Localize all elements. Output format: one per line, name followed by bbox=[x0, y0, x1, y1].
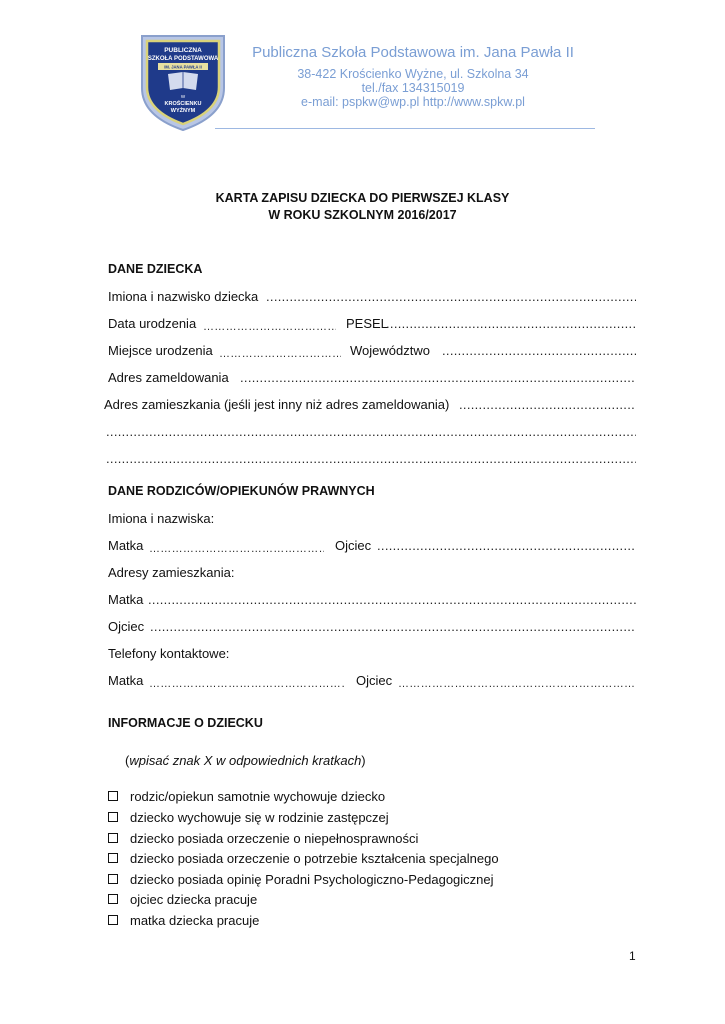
father-name-field[interactable] bbox=[377, 538, 636, 553]
logo-text-5: KROŚCIENKU bbox=[164, 101, 202, 107]
form-title-line-2: W ROKU SZKOLNYM 2016/2017 bbox=[268, 208, 457, 222]
form-title-line-1: KARTA ZAPISU DZIECKA DO PIERWSZEJ KLASY bbox=[215, 191, 510, 205]
option-label: matka dziecka pracuje bbox=[130, 913, 260, 928]
mother-name-field[interactable] bbox=[149, 540, 324, 555]
logo-text-6: WYŻNYM bbox=[170, 108, 196, 114]
mother-name-label: Matka bbox=[108, 538, 144, 553]
pesel-field[interactable] bbox=[386, 316, 636, 331]
option-label: rodzic/opiekun samotnie wychowuje dziecko bbox=[130, 789, 386, 804]
checkbox-single-parent[interactable] bbox=[108, 791, 118, 801]
registered-address-field[interactable] bbox=[240, 370, 636, 385]
option-label: dziecko posiada orzeczenie o niepełnosprawności bbox=[130, 831, 419, 846]
option-label: dziecko posiada opinię Poradni Psychologiczno-Pedagogicznej bbox=[130, 872, 494, 887]
dob-label: Data urodzenia bbox=[108, 316, 197, 331]
residence-address-field[interactable] bbox=[459, 397, 636, 412]
checkbox-disability-certificate[interactable] bbox=[108, 833, 118, 843]
school-address: 38-422 Krościenko Wyżne, ul. Szkolna 34 bbox=[297, 67, 529, 81]
residence-address-line-2[interactable] bbox=[106, 424, 636, 439]
mother-address-label: Matka bbox=[108, 592, 144, 607]
option-label: dziecko posiada orzeczenie o potrzebie kształcenia specjalnego bbox=[130, 851, 499, 866]
parents-names-label: Imiona i nazwiska: bbox=[108, 511, 215, 526]
logo-text-4: W bbox=[180, 94, 186, 99]
school-name: Publiczna Szkoła Podstawowa im. Jana Pawła II bbox=[252, 44, 574, 61]
phones-label: Telefony kontaktowe: bbox=[108, 646, 230, 661]
registered-address-label: Adres zameldowania bbox=[108, 370, 229, 385]
logo-text-1: PUBLICZNA bbox=[164, 47, 202, 54]
header-divider bbox=[215, 128, 595, 129]
mother-phone-field[interactable] bbox=[149, 675, 346, 690]
child-name-field[interactable] bbox=[266, 289, 636, 304]
logo-text-3: IM. JANA PAWŁA II bbox=[164, 64, 202, 70]
info-instruction: (wpisać znak X w odpowiednich kratkach) bbox=[125, 753, 366, 768]
father-name-label: Ojciec bbox=[335, 538, 372, 553]
child-name-label: Imiona i nazwisko dziecka bbox=[108, 289, 259, 304]
school-logo bbox=[138, 30, 228, 134]
father-phone-field[interactable] bbox=[398, 675, 636, 690]
voivodeship-label: Województwo bbox=[350, 343, 430, 358]
page-number: 1 bbox=[629, 949, 636, 963]
mother-address-field[interactable] bbox=[148, 592, 636, 607]
info-section-heading: INFORMACJE O DZIECKU bbox=[108, 716, 263, 730]
checkbox-foster-family[interactable] bbox=[108, 812, 118, 822]
mother-phone-label: Matka bbox=[108, 673, 144, 688]
birthplace-field[interactable] bbox=[219, 345, 341, 360]
father-phone-label: Ojciec bbox=[356, 673, 393, 688]
checkbox-psych-opinion[interactable] bbox=[108, 874, 118, 884]
school-email-web: e-mail: pspkw@wp.pl http://www.spkw.pl bbox=[301, 95, 525, 109]
checkbox-mother-works[interactable] bbox=[108, 915, 118, 925]
parents-section-heading: DANE RODZICÓW/OPIEKUNÓW PRAWNYCH bbox=[108, 484, 375, 498]
residence-address-line-3[interactable] bbox=[106, 451, 636, 466]
birthplace-label: Miejsce urodzenia bbox=[108, 343, 213, 358]
child-section-heading: DANE DZIECKA bbox=[108, 262, 203, 276]
residence-address-label: Adres zamieszkania (jeśli jest inny niż adres zameldowania) bbox=[104, 397, 450, 412]
logo-text-2: SZKOŁA PODSTAWOWA bbox=[147, 56, 219, 62]
school-phone: tel./fax 134315019 bbox=[361, 81, 465, 95]
parents-addresses-label: Adresy zamieszkania: bbox=[108, 565, 235, 580]
father-address-field[interactable] bbox=[150, 619, 636, 634]
voivodeship-field[interactable] bbox=[442, 343, 636, 358]
option-label: dziecko wychowuje się w rodzinie zastępczej bbox=[130, 810, 389, 825]
pesel-label: PESEL bbox=[346, 316, 388, 331]
option-label: ojciec dziecka pracuje bbox=[130, 892, 258, 907]
father-address-label: Ojciec bbox=[108, 619, 145, 634]
checkbox-special-education[interactable] bbox=[108, 853, 118, 863]
checkbox-father-works[interactable] bbox=[108, 894, 118, 904]
dob-field[interactable] bbox=[203, 318, 336, 333]
